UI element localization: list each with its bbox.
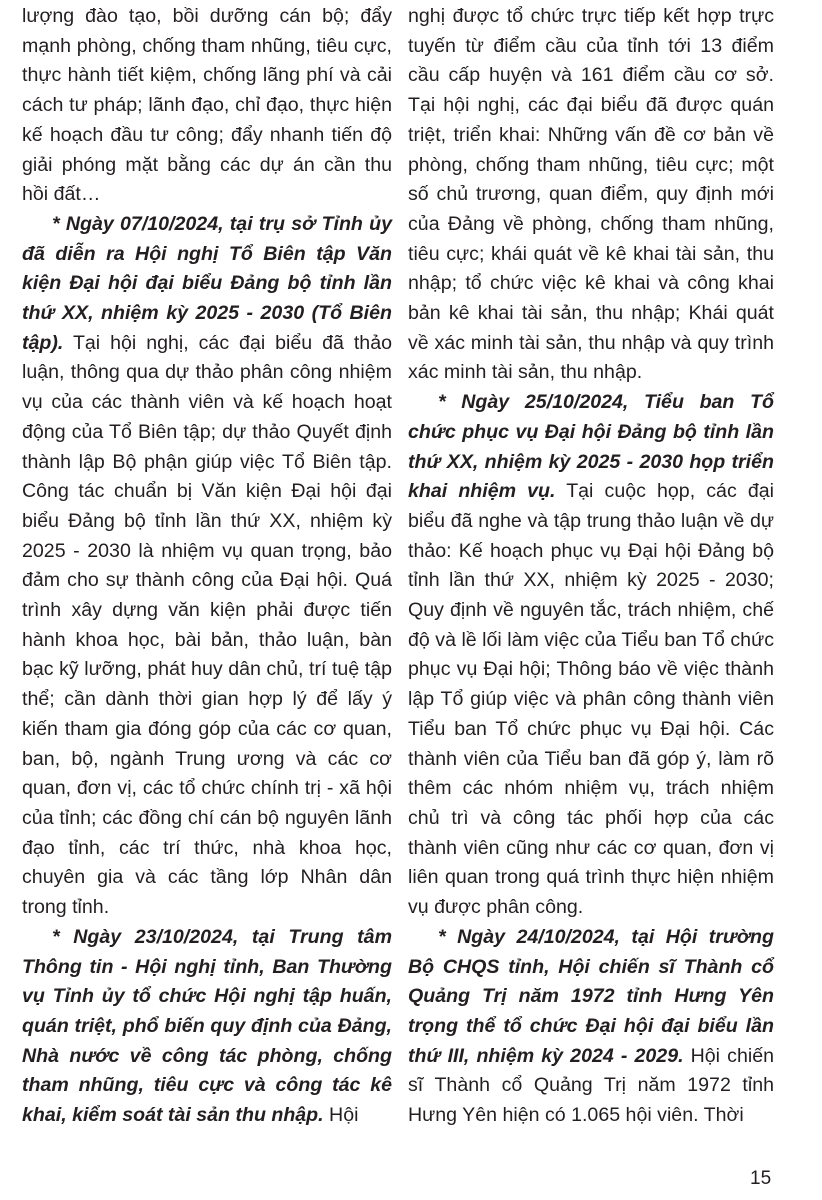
paragraph-lead-bold: * Ngày 24/10/2024, tại Hội trường Bộ CHQS tỉnh, Hội chiến sĩ Thành cổ Quảng Trị năm 1972 tỉnh Hưng Yên trọng thể tổ chức Đại hội đại biểu lần thứ III, nhiệm kỳ 2024 - 2029. [408,925,774,1067]
paragraph-text: Hội [323,1104,359,1127]
paragraph [408,388,774,923]
paragraph-text: Tại hội nghị, các đại biểu đã thảo luận, thông qua dự thảo phân công nhiệm vụ của các thành viên và kế hoạch hoạt động của Tổ Biên tập; dự thảo Quyết định thành lập Bộ phận giúp việc Tổ Biên tập. Công tác chuẩn bị Văn kiện Đại hội đại biểu Đảng bộ tỉnh lần thứ XX, nhiệm kỳ 2025 - 2030 là nhiệm vụ quan trọng, bảo đảm cho sự thành công của Đại hội. Quá trình xây dựng văn kiện phải được tiến hành khoa học, bài bản, thảo luận, bàn bạc kỹ lưỡng, phát huy dân chủ, trí tuệ tập thể; cần dành thời gian hợp lý để lấy ý kiến tham gia đóng góp của các cơ quan, ban, bộ, ngành Trung ương và các cơ quan, đơn vị, các tổ chức chính trị - xã hội của tỉnh; các đồng chí cán bộ nguyên lãnh đạo tỉnh, các trí thức, nhà khoa học, chuyên gia và các tầng lớp Nhân dân trong tỉnh. [22,331,392,919]
paragraph-lead-bold: * Ngày 25/10/2024, Tiểu ban Tổ chức phục vụ Đại hội Đảng bộ tỉnh lần thứ XX, nhiệm kỳ 2025 - 2030 họp triển khai nhiệm vụ. [408,391,774,503]
page-number: 15 [750,1168,772,1189]
paragraph-text: Tại cuộc họp, các đại biểu đã nghe và tập trung thảo luận về dự thảo: Kế hoạch phục vụ Đại hội Đảng bộ tỉnh lần thứ XX, nhiệm kỳ 2025 - 2030; Quy định về nguyên tắc, trách nhiệm, chế độ và lề lối làm việc của Tiểu ban Tổ chức phục vụ Đại hội; Thông báo về việc thành lập Tổ giúp việc và phân công thành viên Tiểu ban Tổ chức phục vụ Đại hội. Các thành viên của Tiểu ban đã góp ý, làm rõ thêm các nhóm nhiệm vụ, trách nhiệm chủ trì và công tác phối hợp của các thành viên cũng như các cơ quan, đơn vị liên quan trong quá trình thực hiện nhiệm vụ được phân công. [408,480,774,919]
paragraph-text: lượng đào tạo, bồi dưỡng cán bộ; đẩy mạnh phòng, chống tham nhũng, tiêu cực, thực hành tiết kiệm, chống lãng phí và cải cách tư pháp; lãnh đạo, chỉ đạo, thực hiện kế hoạch đầu tư công; đẩy nhanh tiến độ giải phóng mặt bằng các dự án cần thu hồi đất… [22,5,392,206]
paragraph [22,210,392,923]
paragraph [408,923,774,1131]
paragraph [408,2,774,388]
paragraph [22,2,392,210]
paragraph-lead-bold: * Ngày 07/10/2024, tại trụ sở Tỉnh ủy đã diễn ra Hội nghị Tổ Biên tập Văn kiện Đại hội đại biểu Đảng bộ tỉnh lần thứ XX, nhiệm kỳ 2025 - 2030 (Tổ Biên tập). [22,212,392,354]
paragraph [22,923,392,1131]
left-column [22,2,392,1131]
paragraph-text: nghị được tổ chức trực tiếp kết hợp trực tuyến từ điểm cầu của tỉnh tới 13 điểm cầu cấp huyện và 161 điểm cầu cơ sở. Tại hội nghị, các đại biểu đã được quán triệt, triển khai: Những vấn đề cơ bản về phòng, chống tham nhũng, tiêu cực; một số chủ trương, quan điểm, quy định mới của Đảng về phòng, chống tham nhũng, tiêu cực; khái quát về kê khai tài sản, thu nhập; tổ chức việc kê khai và công khai bản kê khai tài sản, thu nhập; Khái quát về xác minh tài sản, thu nhập và quy trình xác minh tài sản, thu nhập. [408,5,774,384]
paragraph-text: Hội chiến sĩ Thành cổ Quảng Trị năm 1972 tỉnh Hưng Yên hiện có 1.065 hội viên. Thời [408,1044,774,1127]
right-column [408,2,774,1131]
paragraph-lead-bold: * Ngày 23/10/2024, tại Trung tâm Thông tin - Hội nghị tỉnh, Ban Thường vụ Tỉnh ủy tổ chức Hội nghị tập huấn, quán triệt, phổ biến quy định của Đảng, Nhà nước về công tác phòng, chống tham nhũng, tiêu cực và công tác kê khai, kiểm soát tài sản thu nhập. [22,925,392,1127]
